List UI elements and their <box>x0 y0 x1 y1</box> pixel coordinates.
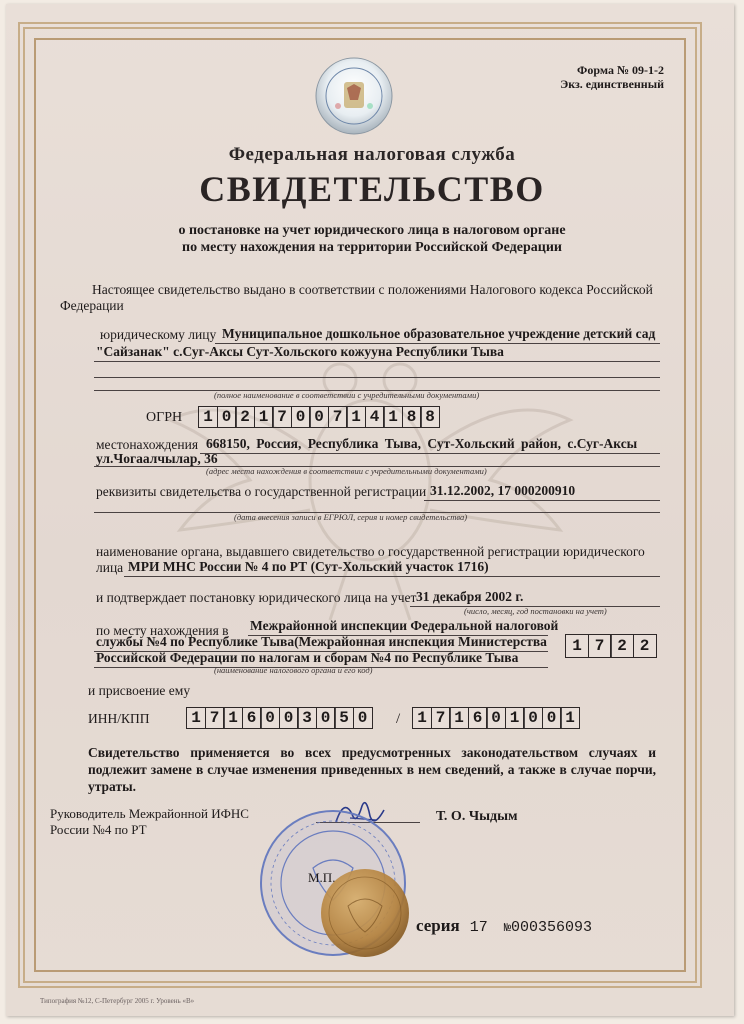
inn-digit: 0 <box>279 707 299 729</box>
kpp-digit: 7 <box>431 707 451 729</box>
form-number-block <box>560 63 664 91</box>
document-subtitle <box>0 222 744 256</box>
inn-digit: 7 <box>205 707 225 729</box>
location-line-1: 668150, Россия, Республика Тыва, Сут-Хольский район, с.Суг-Аксы <box>206 436 638 451</box>
underline <box>424 500 660 501</box>
eagle-watermark-icon <box>150 330 590 630</box>
tax-office-code-digit: 2 <box>633 634 657 658</box>
signer-position-line-2: России №4 по РТ <box>50 822 147 837</box>
confirmation-caption: (число, месяц, год постановки на учет) <box>464 606 607 616</box>
ogrn-digit: 1 <box>383 406 403 428</box>
tax-office-code-cells <box>565 634 655 658</box>
kpp-digit: 0 <box>486 707 506 729</box>
inn-kpp-separator: / <box>396 711 401 727</box>
intro-line-1: Настоящее свидетельство выдано в соответствии с положениями Налогового кодекса Российской <box>92 282 653 297</box>
number-sign: № <box>503 921 511 935</box>
kpp-digit: 0 <box>523 707 543 729</box>
ogrn-digit: 1 <box>198 406 218 428</box>
ogrn-cells <box>198 406 439 428</box>
inn-digit: 6 <box>242 707 262 729</box>
inn-kpp-label: ИНН/КПП <box>88 711 150 726</box>
underline <box>124 576 660 577</box>
series-label: серия <box>416 916 460 935</box>
entity-label: юридическому лицу <box>100 327 217 342</box>
kpp-cells <box>412 707 579 729</box>
tax-office-code-digit: 1 <box>565 634 589 658</box>
ogrn-digit: 4 <box>365 406 385 428</box>
issuer-label-line-1: наименование органа, выдавшего свидетельство о государственной регистрации юридического <box>96 544 645 559</box>
tax-office-code-digit: 2 <box>610 634 634 658</box>
assignment-label: и присвоение ему <box>88 683 191 698</box>
entity-name-line-1: Муниципальное дошкольное образовательное учреждение детский сад <box>222 326 656 341</box>
series-value: 17 <box>469 919 488 936</box>
ogrn-digit: 7 <box>328 406 348 428</box>
ogrn-digit: 1 <box>254 406 274 428</box>
ogrn-digit: 2 <box>235 406 255 428</box>
printer-footer: Типография №12, С-Петербург 2005 г. Уровень «В» <box>40 997 195 1005</box>
stamp-place: М.П. <box>308 870 336 885</box>
kpp-digit: 1 <box>505 707 525 729</box>
issuer-value: МРИ МНС России № 4 по РТ (Сут-Хольский участок 1716) <box>128 559 489 574</box>
kpp-digit: 6 <box>468 707 488 729</box>
form-number: Форма № 09-1-2 <box>577 63 664 77</box>
ogrn-digit: 8 <box>420 406 440 428</box>
inn-digit: 1 <box>186 707 206 729</box>
inn-digit: 5 <box>334 707 354 729</box>
issuer-label-line-2: лица <box>96 560 124 575</box>
series-number: 000356093 <box>510 919 592 936</box>
inn-digit: 0 <box>260 707 280 729</box>
registration-label: реквизиты свидетельства о государственной регистрации <box>96 484 427 499</box>
underline <box>94 377 660 378</box>
tax-office-line-3: Российской Федерации по налогам и сборам №4 по Республике Тыва <box>96 650 519 665</box>
ogrn-digit: 1 <box>346 406 366 428</box>
gold-seal-icon <box>318 866 412 960</box>
inn-cells <box>186 707 371 729</box>
location-line-2: ул.Чогаалчылар, 36 <box>96 451 218 466</box>
inn-digit: 3 <box>297 707 317 729</box>
validity-text: Свидетельство применяется во всех предусмотренных законодательством случаях и подлежит замене в случае изменения приведенных в нем сведений, а также в случае порчи, утраты. <box>88 745 656 794</box>
confirmation-date: 31 декабря 2002 г. <box>416 589 524 604</box>
tax-office-line-1: Межрайонной инспекции Федеральной налоговой <box>250 618 559 633</box>
tax-office-code-digit: 7 <box>588 634 612 658</box>
series-block <box>416 916 592 936</box>
subtitle-line-1: о постановке на учет юридического лица в налоговом органе <box>178 223 566 238</box>
intro-line-2: Федерации <box>60 298 124 313</box>
kpp-digit: 1 <box>412 707 432 729</box>
entity-caption: (полное наименование в соответствии с учредительными документами) <box>214 390 480 400</box>
copy-note: Экз. единственный <box>560 77 664 91</box>
document-title: СВИДЕТЕЛЬСТВО <box>199 169 545 209</box>
entity-name-line-2: "Сайзанак" с.Суг-Аксы Сут-Хольского кожууна Республики Тыва <box>96 344 504 359</box>
underline <box>200 453 660 454</box>
tax-office-caption: (наименование налогового органа и его код) <box>214 665 373 675</box>
subtitle-line-2: по месту нахождения на территории Российской Федерации <box>182 240 562 255</box>
inn-digit: 0 <box>316 707 336 729</box>
confirmation-label: и подтверждает постановку юридического лица на учет <box>96 590 417 605</box>
signer-name: Т. О. Чыдым <box>436 809 518 824</box>
ogrn-digit: 7 <box>272 406 292 428</box>
service-name: Федеральная налоговая служба <box>228 144 516 165</box>
ogrn-digit: 0 <box>309 406 329 428</box>
underline <box>94 361 660 362</box>
inn-digit: 0 <box>353 707 373 729</box>
tax-office-line-2: службы №4 по Республике Тыва(Межрайонная инспекция Министерства <box>96 634 547 649</box>
ogrn-digit: 0 <box>291 406 311 428</box>
kpp-digit: 1 <box>449 707 469 729</box>
signer-position-line-1: Руководитель Межрайонной ИФНС <box>50 806 249 821</box>
hologram-emblem-icon <box>314 56 394 136</box>
ogrn-label: ОГРН <box>146 410 183 425</box>
location-caption: (адрес места нахождения в соответствии с учредительными документами) <box>206 466 487 476</box>
location-label: местонахождения <box>96 437 199 452</box>
ogrn-digit: 0 <box>217 406 237 428</box>
registration-caption: (дата внесения записи в ЕГРЮЛ, серия и номер свидетельства) <box>234 512 468 522</box>
inn-digit: 1 <box>223 707 243 729</box>
tax-office-label: по месту нахождения в <box>96 623 229 638</box>
kpp-digit: 1 <box>560 707 580 729</box>
registration-value: 31.12.2002, 17 000200910 <box>430 483 576 498</box>
kpp-digit: 0 <box>542 707 562 729</box>
ogrn-digit: 8 <box>402 406 422 428</box>
